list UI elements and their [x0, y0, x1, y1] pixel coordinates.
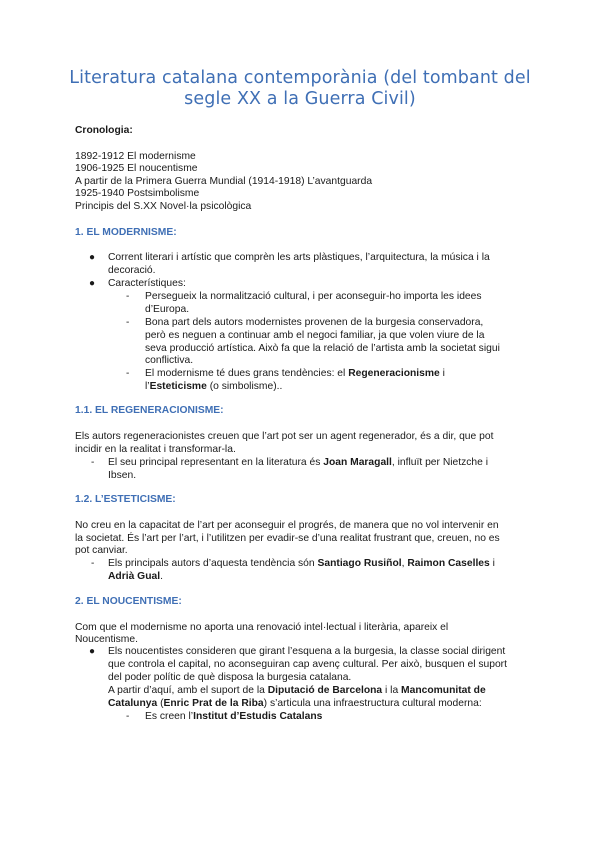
regeneracionisme-paragraph: Els autors regeneracionistes creuen que l’art pot ser un agent regenerador, és a dir, que pot: [75, 431, 494, 442]
dash-icon: -: [126, 291, 130, 302]
modernisme-bullet-2: Característiques:: [108, 278, 186, 289]
esteticisme-paragraph: pot canviar.: [75, 545, 128, 556]
section-heading-esteticisme: 1.2. L’ESTETICISME:: [75, 494, 176, 505]
dash-icon: -: [91, 457, 95, 468]
page-title: Literatura catalana contemporània (del tombant del segle XX a la Guerra Civil): [69, 68, 531, 109]
regeneracionisme-paragraph: incidir en la realitat i transformar-la.: [75, 444, 236, 455]
modernisme-sub-2: seva producció artística. Això fa que la relació de l’artista amb la societat sigui: [145, 343, 500, 354]
noucentisme-bullet: Els noucentistes consideren que girant l’esquena a la burgesia, la classe social dirigent: [108, 646, 506, 657]
noucentisme-paragraph: Noucentisme.: [75, 634, 138, 645]
modernisme-sub-1: d’Europa.: [145, 304, 190, 315]
esteticisme-paragraph: la societat. És l’art per l’art, i l’utilitzen per evadir-se d’una realitat frustrant que, creuen, no es: [75, 533, 500, 544]
noucentisme-bullet: del poder polític de què disposa la burgesia catalana.: [108, 672, 352, 683]
cronologia-item: A partir de la Primera Guerra Mundial (1914-1918) L’avantguarda: [75, 176, 373, 187]
modernisme-bullet-1: decoració.: [108, 265, 156, 276]
section-heading-noucentisme: 2. EL NOUCENTISME:: [75, 596, 182, 607]
esteticisme-paragraph: No creu en la capacitat de l’art per aconseguir el progrés, de manera que no vol intervenir en: [75, 520, 499, 531]
bullet-icon: ●: [89, 646, 96, 657]
modernisme-sub-2: conflictiva.: [145, 355, 194, 366]
bullet-icon: ●: [89, 252, 96, 263]
section-heading-regeneracionisme: 1.1. EL REGENERACIONISME:: [75, 405, 224, 416]
noucentisme-bullet: Catalunya (Enric Prat de la Riba) s’articula una infraestructura cultural moderna:: [108, 698, 482, 709]
dash-icon: -: [126, 711, 130, 722]
noucentisme-bullet: que controla el capital, no aconseguiran cap avenç cultural. Per això, busquen el suport: [108, 659, 507, 670]
modernisme-sub-1: Persegueix la normalització cultural, i per aconseguir-ho importa les idees: [145, 291, 482, 302]
modernisme-sub-2: Bona part dels autors modernistes provenen de la burgesia conservadora,: [145, 317, 484, 328]
esteticisme-sub: Adrià Gual.: [108, 571, 163, 582]
regeneracionisme-sub: Ibsen.: [108, 470, 137, 481]
cronologia-heading: Cronologia:: [75, 125, 133, 136]
dash-icon: -: [126, 368, 130, 379]
noucentisme-bullet: A partir d’aquí, amb el suport de la Diputació de Barcelona i la Mancomunitat de: [108, 685, 486, 696]
section-heading-modernisme: 1. EL MODERNISME:: [75, 227, 177, 238]
noucentisme-sub: Es creen l’Institut d’Estudis Catalans: [145, 711, 323, 722]
bullet-icon: ●: [89, 278, 96, 289]
cronologia-item: 1906-1925 El noucentisme: [75, 163, 198, 174]
modernisme-sub-2: però es neguen a continuar amb el negoci familiar, ja que volen viure de la: [145, 330, 485, 341]
cronologia-item: Principis del S.XX Novel·la psicològica: [75, 201, 252, 212]
dash-icon: -: [91, 558, 95, 569]
esteticisme-sub: Els principals autors d’aquesta tendència són Santiago Rusiñol, Raimon Caselles i: [108, 558, 495, 569]
regeneracionisme-sub: El seu principal representant en la literatura és Joan Maragall, influït per Nietzche i: [108, 457, 489, 468]
cronologia-item: 1892-1912 El modernisme: [75, 151, 196, 162]
modernisme-bullet-1: Corrent literari i artístic que comprèn les arts plàstiques, l’arquitectura, la música i la: [108, 252, 490, 263]
cronologia-item: 1925-1940 Postsimbolisme: [75, 188, 200, 199]
modernisme-sub-3: El modernisme té dues grans tendències: el Regeneracionisme i: [145, 368, 445, 379]
noucentisme-paragraph: Com que el modernisme no aporta una renovació intel·lectual i literària, apareix el: [75, 622, 449, 633]
modernisme-sub-3: l’Esteticisme (o simbolisme)..: [145, 381, 283, 392]
dash-icon: -: [126, 317, 130, 328]
